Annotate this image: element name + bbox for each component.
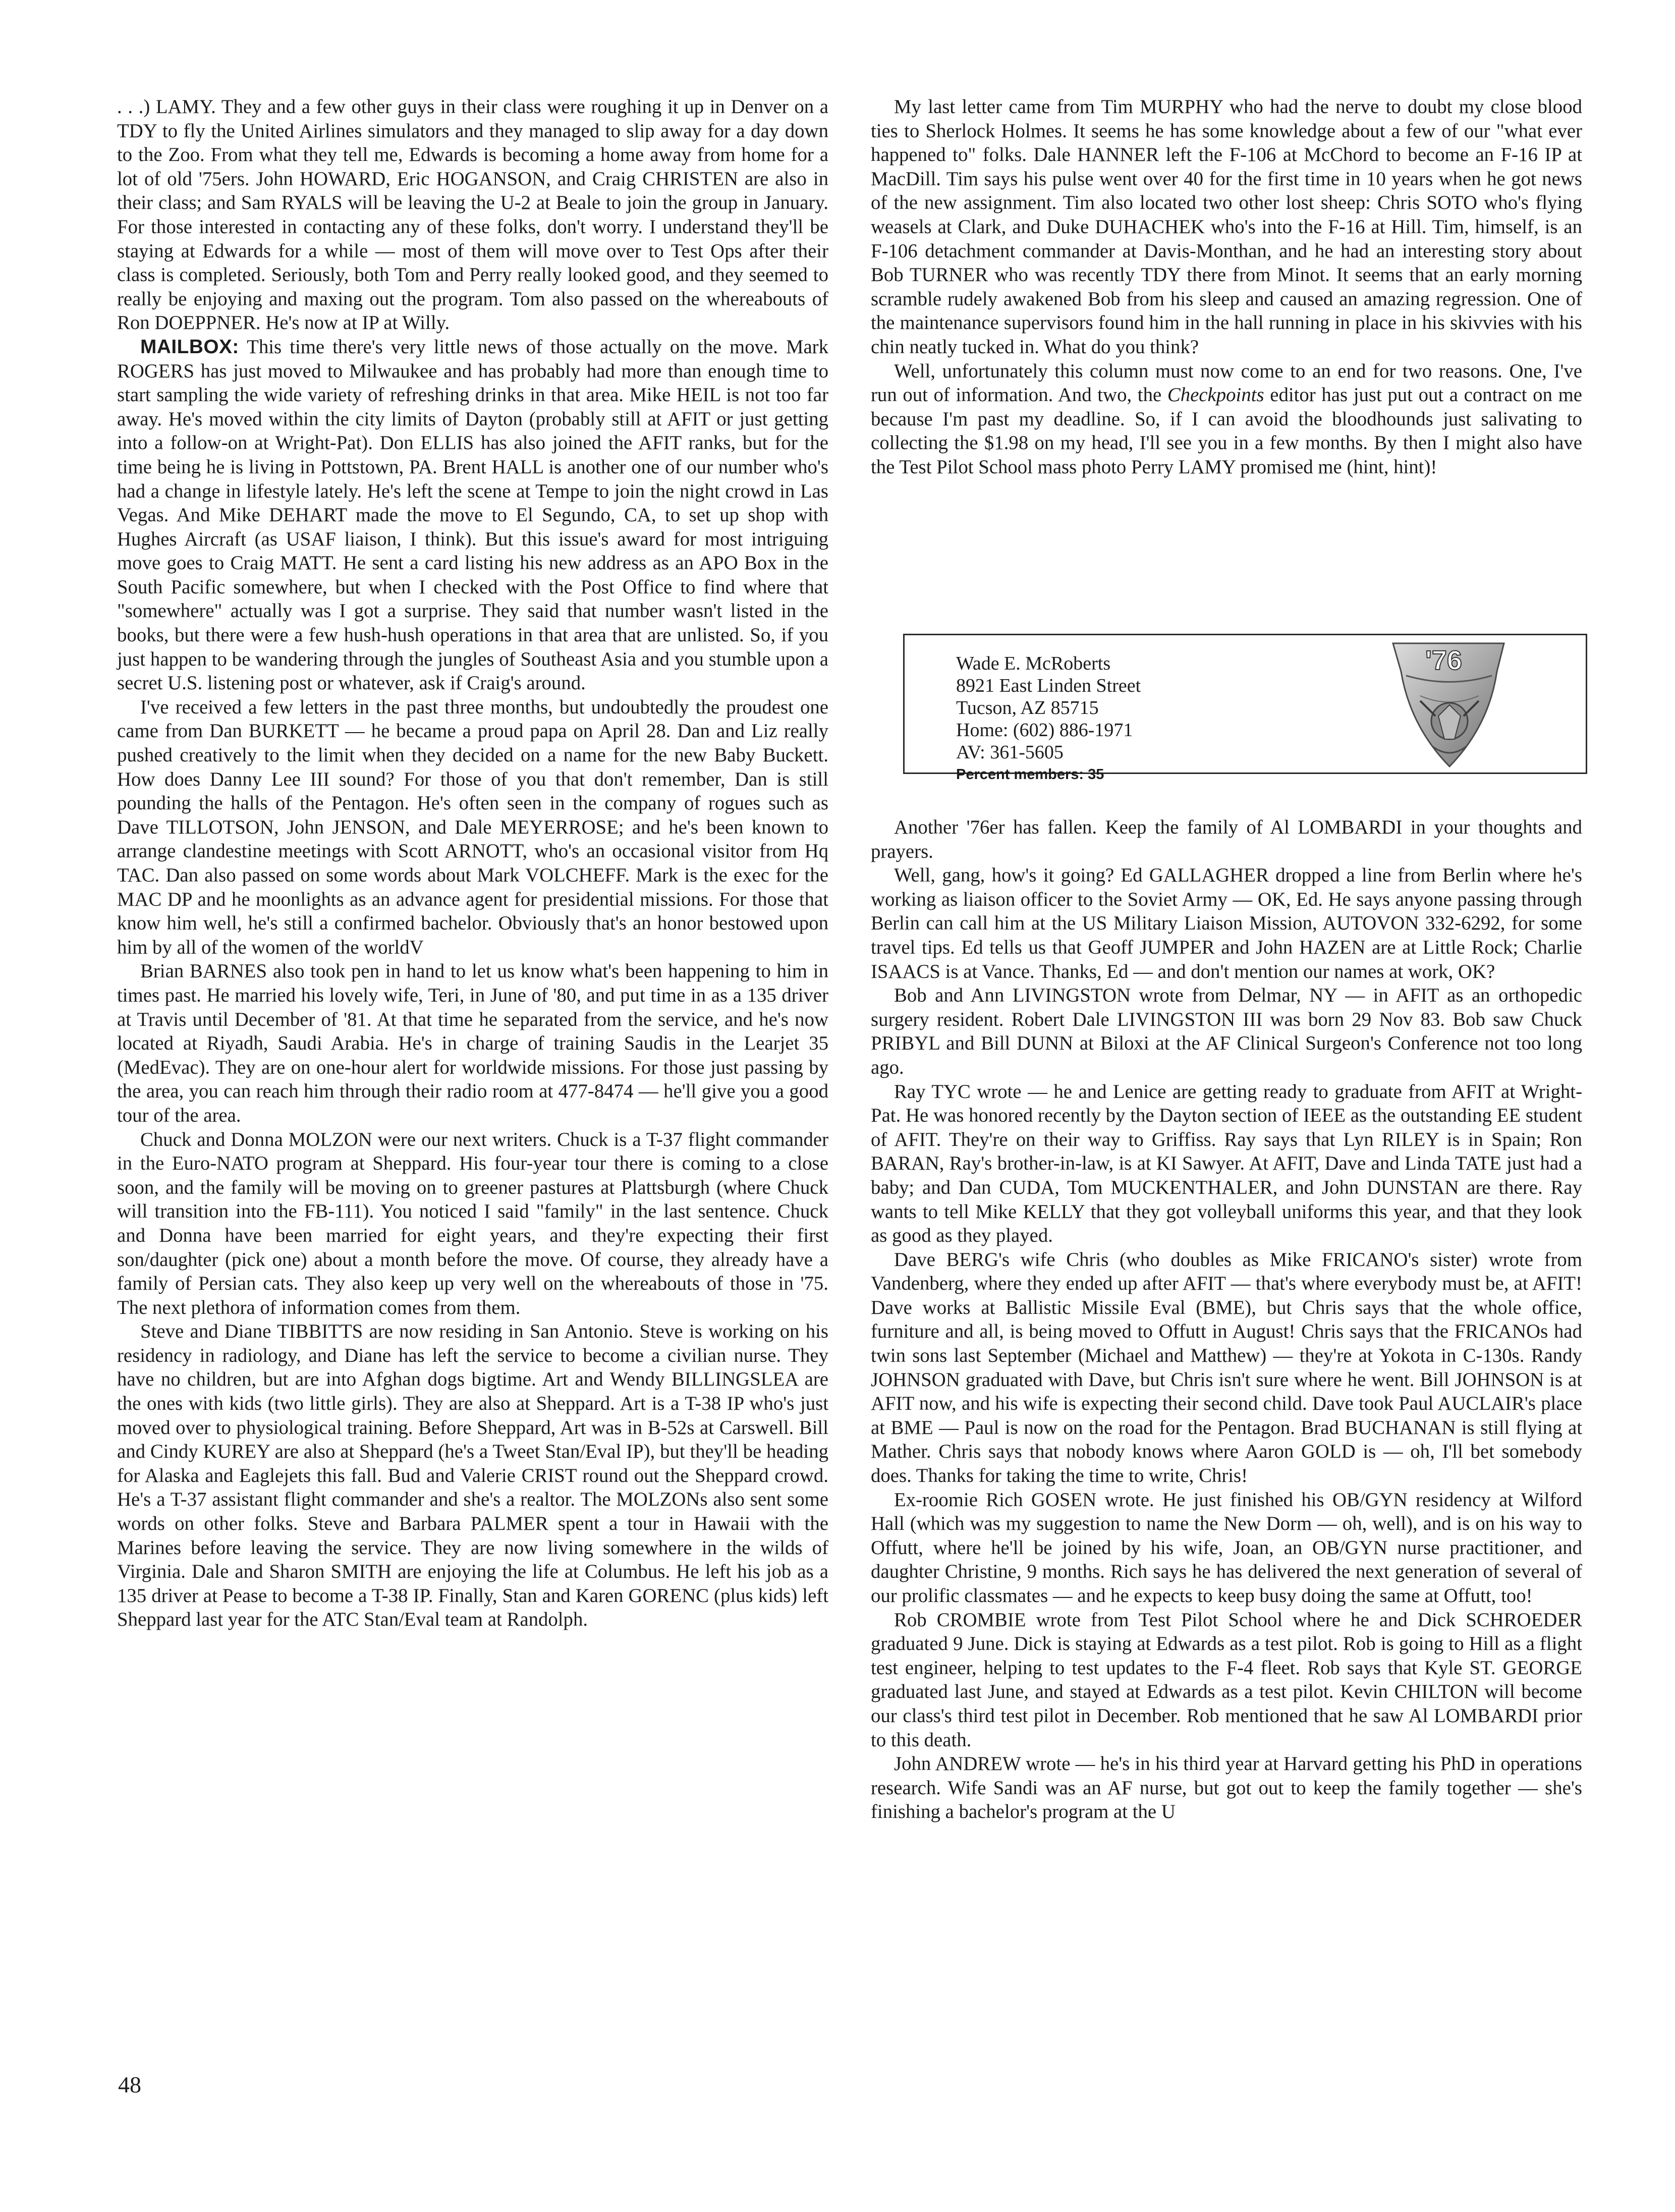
contact-city: Tucson, AZ 85715 xyxy=(956,697,1099,718)
mailbox-label: MAILBOX: xyxy=(140,336,239,358)
contact-street: 8921 East Linden Street xyxy=(956,675,1141,696)
paragraph-lamy-continued: . . .) LAMY. They and a few other guys in their class were roughing it up in Denver on a TDY to fly the United Airlines simulators and they managed to slip away for a day down to the Zoo. From what they tell me, Edwards is becoming a home away from home for a lot of old '75ers. John HOWARD, Eric HOGANSON, and Craig CHRISTEN are also in their class; and Sam RYALS will be leaving the U-2 at Beale to join the group in January. For those interested in contacting any of these folks, don't worry. I understand they'll be staying at Edwards for a while — most of them will move over to Test Ops after their class is completed. Seriously, both Tom and Perry really looked good, and they seemed to really be enjoying and maxing out the program. Tom also passed on the whereabouts of Ron DOEPPNER. He's now at IP at Willy. xyxy=(117,96,828,334)
crest-year-label: '76 xyxy=(1425,645,1462,676)
paragraph-mailbox xyxy=(117,335,828,695)
left-column xyxy=(117,95,828,1632)
contact-av-phone: AV: 361-5605 xyxy=(956,742,1064,763)
contact-box xyxy=(903,634,1587,783)
paragraph-burkett: I've received a few letters in the past three months, but undoubtedly the proudest one came from Dan BURKETT — he became a proud papa on April 28. Dan and Liz really pushed creatively to the limit when they decided on a name for the new Baby Buckett. How does Danny Lee III sound? For those of you that don't remember, Dan is still pounding the halls of the Pentagon. He's often seen in the company of rogues such as Dave TILLOTSON, John JENSON, and Dale MEYERROSE; and he's been known to arrange clandestine meetings with Scott ARNOTT, who's an occasional visitor from Hq TAC. Dan also passed on some words about Mark VOLCHEFF. Mark is the exec for the MAC DP and he moonlights as an advance agent for presidential missions. For those that know him well, he's still a confirmed bachelor. Obviously that's an honor bestowed upon him by all of the women of the worldV xyxy=(117,696,828,958)
publication-title: Checkpoints xyxy=(1167,384,1264,406)
paragraph-andrew: John ANDREW wrote — he's in his third year at Harvard getting his PhD in operations research. Wife Sandi was an AF nurse, but got out to keep the family together — she's finishing a bachelor's program at the U xyxy=(871,1753,1582,1823)
percent-members: Percent members: 35 xyxy=(956,766,1104,783)
contact-info xyxy=(956,652,1141,785)
paragraph-closing xyxy=(871,359,1582,479)
closing-text-after: editor has just put out a contract on me because I'm past my deadline. So, if I can avoid the bloodhounds just salivating to collecting the $1.98 on my head, I'll see you in a few months. By then I might also have the Test Pilot School mass photo Perry LAMY promised me (hint, hint)! xyxy=(871,384,1582,478)
class-of-76-crest-icon xyxy=(1390,640,1507,769)
paragraph-molzon: Chuck and Donna MOLZON were our next writers. Chuck is a T-37 flight commander in the Euro-NATO program at Sheppard. His four-year tour there is coming to a close soon, and the family will be moving on to greener pastures at Plattsburgh (where Chuck will transition into the FB-111). You noticed I said "family" in the last sentence. Chuck and Donna have been married for eight years, and they're expecting their first son/daughter (pick one) about a month before the move. Of course, they already have a family of Persian cats. They also keep up very well on the whereabouts of those in '75. The next plethora of information comes from them. xyxy=(117,1128,828,1318)
paragraph-gallagher: Well, gang, how's it going? Ed GALLAGHER dropped a line from Berlin where he's working as liaison officer to the Soviet Army — OK, Ed. He says anyone passing through Berlin can call him at the US Military Liaison Mission, AUTOVON 332-6292, for some travel tips. Ed tells us that Geoff JUMPER and John HAZEN are at Little Rock; Charlie ISAACS is at Vance. Thanks, Ed — and don't mention our names at work, OK? xyxy=(871,864,1582,982)
contact-home-phone: Home: (602) 886-1971 xyxy=(956,720,1133,741)
page-number: 48 xyxy=(118,2072,141,2097)
paragraph-tibbitts: Steve and Diane TIBBITTS are now residing in San Antonio. Steve is working on his residency in radiology, and Diane has left the service to become a civilian nurse. They have no children, but are into Afghan dogs bigtime. Art and Wendy BILLINGSLEA are the ones with kids (two little girls). They are also at Sheppard. Art is a T-38 IP who's just moved over to physiological training. Before Sheppard, Art was in B-52s at Carswell. Bill and Cindy KUREY are also at Sheppard (he's a Tweet Stan/Eval IP), but they'll be heading for Alaska and Eaglejets this fall. Bud and Valerie CRIST round out the Sheppard crowd. He's a T-37 assistant flight commander and she's a realtor. The MOLZONs also sent some words on other folks. Steve and Barbara PALMER spent a tour in Hawaii with the Marines before leaving the service. They are now living somewhere in the wilds of Virginia. Dale and Sharon SMITH are enjoying the life at Columbus. He left his job as a 135 driver at Pease to become a T-38 IP. Finally, Stan and Karen GORENC (plus kids) left Sheppard last year for the ATC Stan/Eval team at Randolph. xyxy=(117,1320,828,1631)
paragraph-crombie: Rob CROMBIE wrote from Test Pilot School where he and Dick SCHROEDER graduated 9 June. Dick is staying at Edwards as a test pilot. Rob is going to Hill as a flight test engineer, helping to test updates to the F-4 fleet. Rob says that Kyle ST. GEORGE graduated last June, and stayed at Edwards as a test pilot. Kevin CHILTON will become our class's third test pilot in December. Rob mentioned that he saw Al LOMBARDI prior to this death. xyxy=(871,1609,1582,1751)
paragraph-berg: Dave BERG's wife Chris (who doubles as Mike FRICANO's sister) wrote from Vandenberg, where they ended up after AFIT — that's where everybody must be, at AFIT! Dave works at Ballistic Missile Eval (BME), but Chris says that the whole office, furniture and all, is being moved to Offutt in August! Chris says that the FRICANOs had twin sons last September (Michael and Matthew) — they're at Yokota in C-130s. Randy JOHNSON graduated with Dave, but Chris isn't sure where he went. Bill JOHNSON is at AFIT now, and his wife is expecting their second child. Dave took Paul AUCLAIR's place at BME — Paul is now on the road for the Pentagon. Brad BUCHANAN is still flying at Mather. Chris says that nobody knows where Aaron GOLD is — oh, I'll bet somebody does. Thanks for taking the time to write, Chris! xyxy=(871,1248,1582,1487)
mailbox-text: This time there's very little news of those actually on the move. Mark ROGERS has just moved to Milwaukee and has probably had more than enough time to start sampling the wide variety of refreshing drinks in that area. Mike HEIL is not too far away. He's moved within the city limits of Dayton (probably still at AFIT or just getting into a follow-on at Wright-Pat). Don ELLIS has also joined the AFIT ranks, but for the time being he is living in Pottstown, PA. Brent HALL is another one of our number who's had a change in lifestyle lately. He's left the scene at Tempe to join the night crowd in Las Vegas. And Mike DEHART made the move to El Segundo, CA, to set up shop with Hughes Aircraft (as USAF liaison, I think). But this issue's award for most intriguing move goes to Craig MATT. He sent a card listing his new address as an APO Box in the South Pacific somewhere, but when I checked with the Post Office to find where that "somewhere" actually was I got a surprise. They said that number wasn't listed in the books, but there were a few hush-hush operations in that area that are unlisted. So, if you just happen to be wandering through the jungles of Southeast Asia and you stumble upon a secret U.S. listening post or whatever, ask if Craig's around. xyxy=(117,336,828,694)
paragraph-barnes: Brian BARNES also took pen in hand to let us know what's been happening to him in times past. He married his lovely wife, Teri, in June of '80, and put time in as a 135 driver at Travis until December of '81. At that time he separated from the service, and he's now located at Riyadh, Saudi Arabia. He's in charge of training Saudis in the Learjet 35 (MedEvac). They are on one-hour alert for worldwide missions. For those just passing by the area, you can reach him through their radio room at 477-8474 — he'll give you a good tour of the area. xyxy=(117,960,828,1126)
paragraph-murphy: My last letter came from Tim MURPHY who had the nerve to doubt my close blood ties to Sherlock Holmes. It seems he has some knowledge about a few of our "what ever happened to" folks. Dale HANNER left the F-106 at McChord to become an F-16 IP at MacDill. Tim says his pulse went over 40 for the first time in 10 years when he got news of the new assignment. Tim also located two other lost sheep: Chris SOTO who's flying weasels at Clark, and Duke DUHACHEK who's into the F-16 at Hill. Tim, himself, is an F-106 detachment commander at Davis-Monthan, and he had an interesting story about Bob TURNER who was recently TDY there from Minot. It seems that an early morning scramble rudely awakened Bob from his sleep and caused an amazing regression. One of the maintenance supervisors found him in the hall running in place in his skivvies with his chin neatly tucked in. What do you think? xyxy=(871,96,1582,358)
right-column xyxy=(871,95,1582,479)
paragraph-livingston: Bob and Ann LIVINGSTON wrote from Delmar, NY — in AFIT as an orthopedic surgery resident. Robert Dale LIVINGSTON III was born 29 Nov 83. Bob saw Chuck PRIBYL and Bill DUNN at Biloxi at the AF Clinical Surgeon's Conference not too long ago. xyxy=(871,984,1582,1078)
right-column-lower xyxy=(871,815,1582,1824)
closing-text-before: Well, unfortunately this column must now come to an end for two reasons. One, I've run out of information. And two, the xyxy=(871,360,1582,406)
paragraph-gosen: Ex-roomie Rich GOSEN wrote. He just finished his OB/GYN residency at Wilford Hall (which was my suggestion to name the New Dorm — oh, well), and is on his way to Offutt, where he'll be joined by his wife, Joan, an OB/GYN nurse practitioner, and daughter Christine, 9 months. Rich says he has delivered the next generation of several of our prolific classmates — and he expects to keep busy doing the same at Offutt, too! xyxy=(871,1488,1582,1607)
paragraph-lombardi: Another '76er has fallen. Keep the family of Al LOMBARDI in your thoughts and prayers. xyxy=(871,816,1582,862)
contact-name: Wade E. McRoberts xyxy=(956,653,1111,674)
paragraph-tyc: Ray TYC wrote — he and Lenice are getting ready to graduate from AFIT at Wright-Pat. He was honored recently by the Dayton section of IEEE as the outstanding EE student of AFIT. They're on their way to Griffiss. Ray says that Lyn RILEY is in Spain; Ron BARAN, Ray's brother-in-law, is at KI Sawyer. At AFIT, Dave and Linda TATE just had a baby; and Dan CUDA, Tom MUCKENTHALER, and John DUNSTAN are there. Ray wants to tell Mike KELLY that they got volleyball uniforms this year, and that they look as good as they played. xyxy=(871,1080,1582,1247)
